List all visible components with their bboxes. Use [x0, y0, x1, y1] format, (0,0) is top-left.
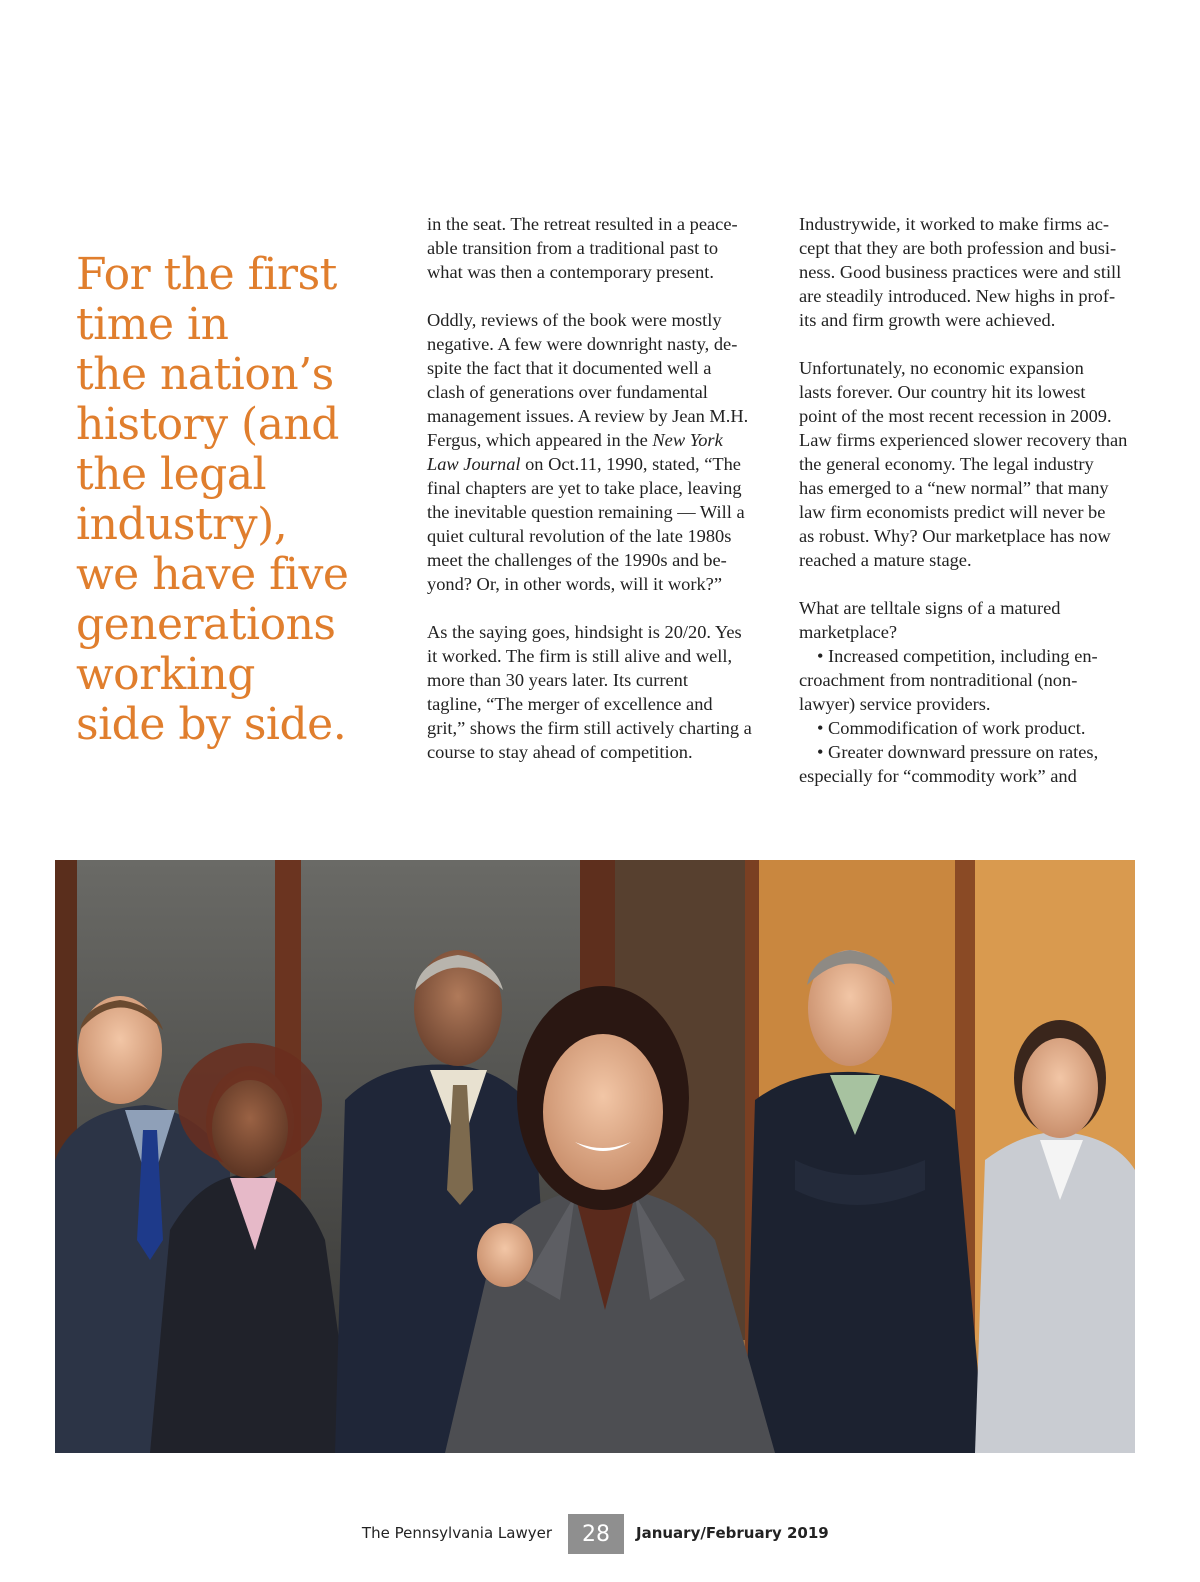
text-line: final chapters are yet to take place, leaving: [427, 478, 742, 498]
text-line: its and firm growth were achieved.: [799, 310, 1056, 330]
bullet-item: • Increased competition, including en-: [817, 646, 1098, 666]
pull-quote-line: side by side.: [76, 699, 347, 750]
text-line: reached a mature stage.: [799, 550, 972, 570]
pull-quote-line: generations: [76, 599, 336, 650]
text-line: croachment from nontraditional (non-: [799, 670, 1078, 690]
text-line: lawyer) service providers.: [799, 694, 991, 714]
pull-quote-line: the nation’s: [76, 349, 334, 400]
text-line: cept that they are both profession and busi-: [799, 238, 1117, 258]
text-line: the general economy. The legal industry: [799, 454, 1094, 474]
pull-quote-line: we have five: [76, 549, 349, 600]
publication-title-italic: Law Journal: [427, 454, 521, 474]
text-line: lasts forever. Our country hit its lowest: [799, 382, 1086, 402]
text-line: point of the most recent recession in 2009.: [799, 406, 1112, 426]
text-line: in the seat. The retreat resulted in a peace-: [427, 214, 738, 234]
text-line: it worked. The firm is still alive and well,: [427, 646, 733, 666]
text-line: management issues. A review by Jean M.H.: [427, 406, 749, 426]
article-column-right: [799, 212, 1144, 788]
pull-quote-line: industry),: [76, 499, 288, 550]
text-line: ness. Good business practices were and still: [799, 262, 1122, 282]
text-line: tagline, “The merger of excellence and: [427, 694, 713, 714]
bullet-item: • Commodification of work product.: [817, 718, 1086, 738]
paragraph-gap: [799, 332, 1144, 356]
text-line: are steadily introduced. New highs in prof-: [799, 286, 1116, 306]
text-fragment: Fergus, which appeared in the: [427, 430, 653, 450]
text-line: more than 30 years later. Its current: [427, 670, 688, 690]
text-line: Industrywide, it worked to make firms ac-: [799, 214, 1110, 234]
paragraph-gap: [427, 284, 772, 308]
text-line: as robust. Why? Our marketplace has now: [799, 526, 1111, 546]
text-line: marketplace?: [799, 622, 898, 642]
text-line: course to stay ahead of competition.: [427, 742, 693, 762]
text-line: the inevitable question remaining — Will a: [427, 502, 745, 522]
text-line: What are telltale signs of a matured: [799, 598, 1061, 618]
issue-date: January/February 2019: [636, 1524, 829, 1542]
page-footer: [0, 1514, 1200, 1554]
text-line: spite the fact that it documented well a: [427, 358, 712, 378]
team-photo: [55, 860, 1135, 1453]
text-line: Oddly, reviews of the book were mostly: [427, 310, 722, 330]
text-line: As the saying goes, hindsight is 20/20. Yes: [427, 622, 742, 642]
text-line: what was then a contemporary present.: [427, 262, 714, 282]
text-line: [427, 452, 772, 476]
text-line: negative. A few were downright nasty, de-: [427, 334, 738, 354]
pull-quote-line: the legal: [76, 449, 267, 500]
text-line: grit,” shows the firm still actively charting a: [427, 718, 752, 738]
bullet-item: • Greater downward pressure on rates,: [817, 742, 1099, 762]
pull-quote-line: time in: [76, 299, 229, 350]
pull-quote-line: history (and: [76, 399, 339, 450]
text-line: Law firms experienced slower recovery than: [799, 430, 1128, 450]
text-line: has emerged to a “new normal” that many: [799, 478, 1109, 498]
text-line: meet the challenges of the 1990s and be-: [427, 550, 727, 570]
page-number: 28: [568, 1514, 624, 1554]
publication-title-italic: New York: [652, 430, 723, 450]
text-line: especially for “commodity work” and: [799, 766, 1077, 786]
pull-quote: [76, 250, 406, 750]
paragraph-gap: [427, 596, 772, 620]
publication-name: The Pennsylvania Lawyer: [361, 1524, 552, 1542]
pull-quote-line: For the first: [76, 249, 337, 300]
text-line: clash of generations over fundamental: [427, 382, 708, 402]
text-line: yond? Or, in other words, will it work?”: [427, 574, 722, 594]
text-line: able transition from a traditional past to: [427, 238, 719, 258]
text-line: law firm economists predict will never be: [799, 502, 1106, 522]
article-column-middle: [427, 212, 772, 764]
text-fragment: on Oct.11, 1990, stated, “The: [520, 454, 741, 474]
paragraph-gap: [799, 572, 1144, 596]
text-line: Unfortunately, no economic expansion: [799, 358, 1084, 378]
team-photo-illustration: [55, 860, 1135, 1453]
text-line: [427, 428, 772, 452]
pull-quote-line: working: [76, 649, 255, 700]
text-line: quiet cultural revolution of the late 1980s: [427, 526, 732, 546]
